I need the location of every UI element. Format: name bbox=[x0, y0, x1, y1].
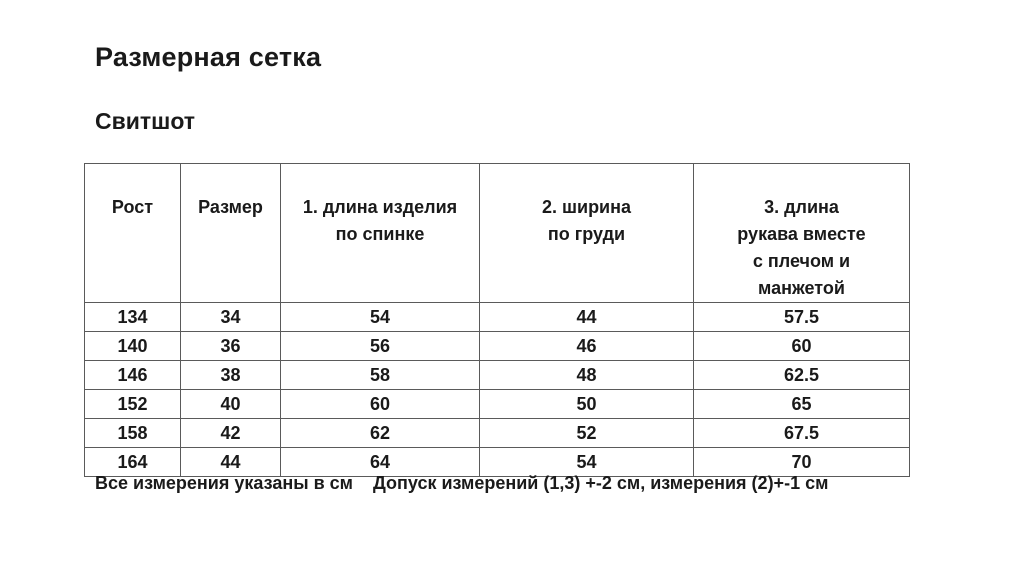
table-row bbox=[85, 390, 910, 419]
header-height bbox=[85, 164, 181, 303]
cell-size: 36 bbox=[181, 332, 281, 361]
cell-length: 56 bbox=[281, 332, 480, 361]
table-row bbox=[85, 303, 910, 332]
footnote-tolerance: Допуск измерений (1,3) +-2 см, измерения (2)+-1 см bbox=[372, 473, 829, 493]
cell-length: 64 bbox=[281, 448, 480, 477]
header-line: рукава вместе bbox=[737, 224, 866, 244]
cell-height: 158 bbox=[85, 419, 181, 448]
size-table bbox=[84, 163, 910, 477]
cell-chest-width: 46 bbox=[480, 332, 694, 361]
cell-length: 62 bbox=[281, 419, 480, 448]
page-title: Размерная сетка bbox=[95, 42, 322, 72]
cell-chest-width: 50 bbox=[480, 390, 694, 419]
cell-height: 134 bbox=[85, 303, 181, 332]
header-line: 2. ширина bbox=[541, 197, 632, 217]
product-title: Свитшот bbox=[95, 108, 196, 134]
cell-sleeve-length: 60 bbox=[694, 332, 910, 361]
cell-sleeve-length: 57.5 bbox=[694, 303, 910, 332]
header-length bbox=[281, 164, 480, 303]
cell-height: 164 bbox=[85, 448, 181, 477]
cell-height: 146 bbox=[85, 361, 181, 390]
cell-size: 42 bbox=[181, 419, 281, 448]
header-size bbox=[181, 164, 281, 303]
footnote-units: Все измерения указаны в см bbox=[95, 473, 353, 493]
cell-height: 152 bbox=[85, 390, 181, 419]
cell-chest-width: 48 bbox=[480, 361, 694, 390]
header-line: Размер bbox=[198, 197, 263, 217]
cell-sleeve-length: 62.5 bbox=[694, 361, 910, 390]
header-line: манжетой bbox=[758, 278, 845, 298]
cell-sleeve-length: 65 bbox=[694, 390, 910, 419]
cell-size: 44 bbox=[181, 448, 281, 477]
cell-chest-width: 54 bbox=[480, 448, 694, 477]
cell-height: 140 bbox=[85, 332, 181, 361]
header-line: по груди bbox=[547, 224, 626, 244]
table-row bbox=[85, 361, 910, 390]
header-line: по спинке bbox=[335, 224, 425, 244]
cell-sleeve-length: 70 bbox=[694, 448, 910, 477]
footnote bbox=[95, 473, 828, 494]
header-sleeve-length bbox=[694, 164, 910, 303]
cell-size: 38 bbox=[181, 361, 281, 390]
table-row bbox=[85, 332, 910, 361]
header-chest-width bbox=[480, 164, 694, 303]
header-line: 1. длина изделия bbox=[302, 197, 458, 217]
header-line: с плечом и bbox=[752, 251, 851, 271]
cell-size: 34 bbox=[181, 303, 281, 332]
cell-chest-width: 44 bbox=[480, 303, 694, 332]
cell-sleeve-length: 67.5 bbox=[694, 419, 910, 448]
cell-size: 40 bbox=[181, 390, 281, 419]
table-row bbox=[85, 419, 910, 448]
cell-length: 58 bbox=[281, 361, 480, 390]
header-line: Рост bbox=[111, 197, 154, 217]
cell-chest-width: 52 bbox=[480, 419, 694, 448]
cell-length: 60 bbox=[281, 390, 480, 419]
table-header-row bbox=[85, 164, 910, 303]
header-line: 3. длина bbox=[764, 197, 839, 217]
cell-length: 54 bbox=[281, 303, 480, 332]
